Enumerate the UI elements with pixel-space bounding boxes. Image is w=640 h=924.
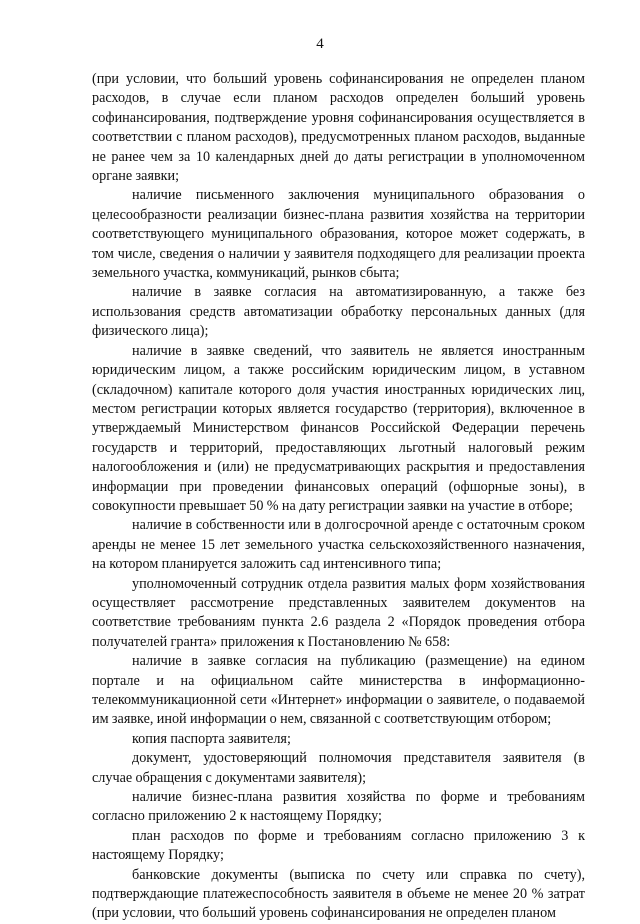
paragraph: уполномоченный сотрудник отдела развития малых форм хозяйствования осуществляет рассмотрение представленных заявителем документов на соответствие требованиям пункта 2.6 раздела 2 «Порядок проведения отбора получателей гранта» приложения к Постановлению № 658:: [92, 575, 585, 650]
paragraph: наличие в заявке сведений, что заявитель не является иностранным юридическим лицом, а также российским юридическим лицом, в уставном (складочном) капитале которого доля участия иностранных юридических лиц, местом регистрации которых является государство (территория), включенное в утверждаемый Министерством финансов Российской Федерации перечень государств и территорий, предоставляющих льготный налоговый режим налогообложения и (или) не предусматривающих раскрытия и предоставления информации при проведении финансовых операций (офшорные зоны), в совокупности превышает 50 % на дату регистрации заявки на участие в отборе;: [92, 342, 585, 514]
paragraph: (при условии, что больший уровень софинансирования не определен планом расходов, в случае если планом расходов определен больший уровень софинансирования, подтверждение уровня софинансирования осуществляется в соответствии с планом расходов), предусмотренных планом расходов, выданные не ранее чем за 10 календарных дней до даты регистрации в уполномоченном органе заявки;: [92, 71, 585, 185]
paragraph: наличие в заявке согласия на автоматизированную, а также без использования средств автоматизации обработку персональных данных (для физического лица);: [92, 284, 585, 340]
paragraph: наличие бизнес-плана развития хозяйства по форме и требованиям согласно приложению 2 к настоящему Порядку;: [92, 789, 585, 825]
paragraph: наличие письменного заключения муниципального образования о целесообразности реализации бизнес-плана развития хозяйства на территории соответствующего муниципального образования, которое может содержать, в том числе, сведения о наличии у заявителя подходящего для реализации проекта земельного участка, коммуникаций, рынков сбыта;: [92, 187, 585, 282]
paragraph: наличие в заявке согласия на публикацию (размещение) на едином портале и на официальном сайте министерства в информационно-телекоммуникационной сети «Интернет» информации о заявителе, о подаваемой им заявке, иной информации о нем, связанной с соответствующим отбором;: [92, 653, 585, 728]
paragraph: копия паспорта заявителя;: [132, 730, 291, 747]
paragraph: наличие в собственности или в долгосрочной аренде с остаточным сроком аренды не менее 15 лет земельного участка сельскохозяйственного назначения, на котором планируется заложить сад интенсивного типа;: [92, 517, 585, 573]
paragraph: план расходов по форме и требованиям согласно приложению 3 к настоящему Порядку;: [92, 827, 585, 864]
paragraph: документ, удостоверяющий полномочия представителя заявителя (в случае обращения с документами заявителя);: [92, 750, 585, 786]
page-number: 4: [316, 36, 324, 52]
paragraph: банковские документы (выписка по счету или справка по счету), подтверждающие платежеспособность заявителя в объеме не менее 20 % затрат (при условии, что больший уровень софинансирования не определен планом: [92, 866, 585, 922]
document-body: [92, 70, 585, 924]
